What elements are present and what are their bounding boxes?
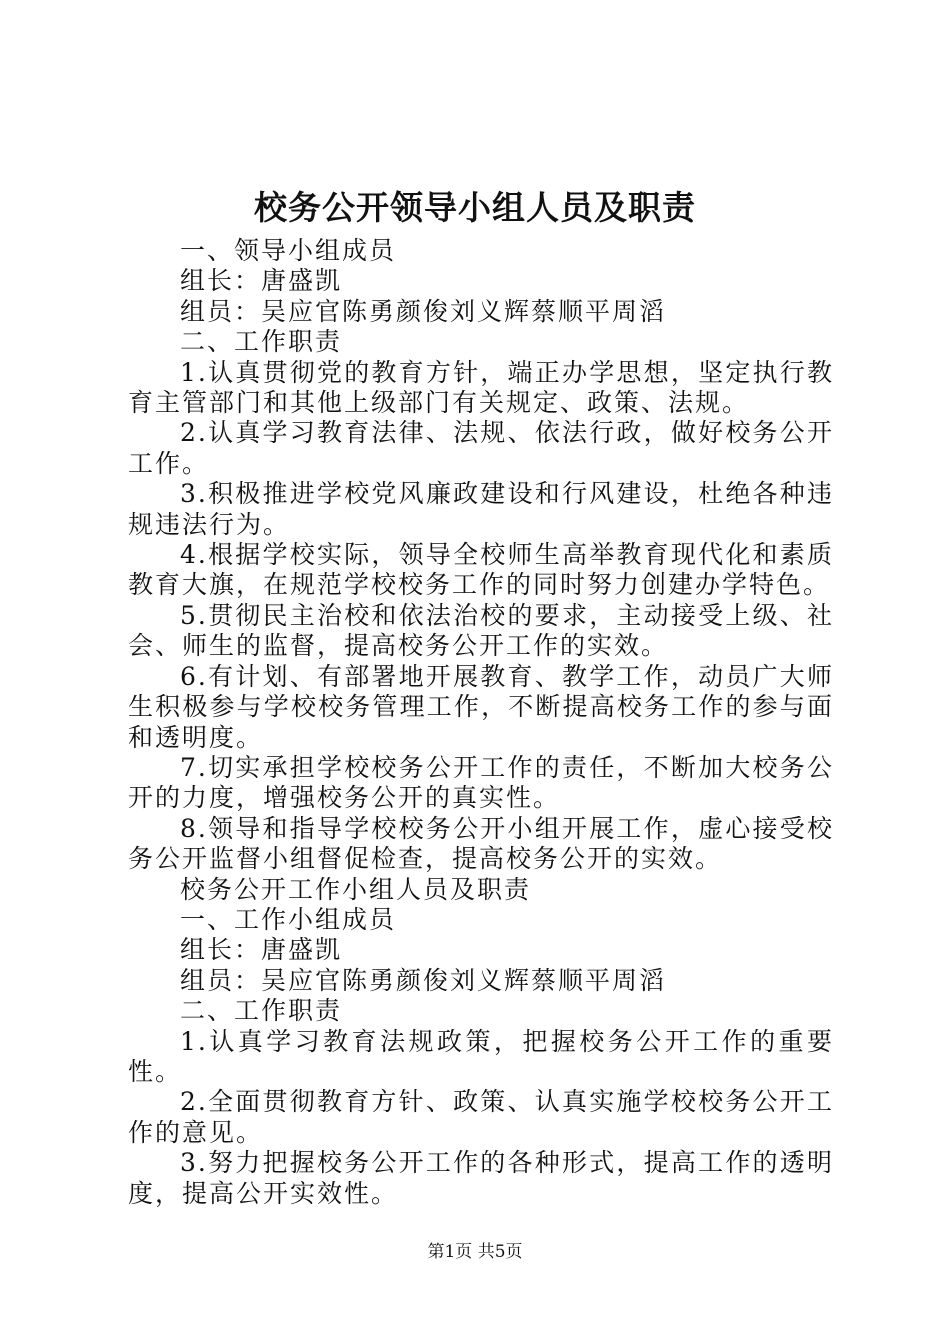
section-heading: 二、工作职责 — [180, 996, 343, 1026]
leader-line: 组长：唐盛凯 — [180, 935, 343, 965]
duty-item: 1.认真学习教育法规政策，把握校务公开工作的重要性。 — [128, 1026, 834, 1086]
leader-line: 组长：唐盛凯 — [180, 266, 343, 296]
duty-item: 3.努力把握校务公开工作的各种形式，提高工作的透明度，提高公开实效性。 — [128, 1148, 834, 1208]
members-line: 组员：吴应官陈勇颜俊刘义辉蔡顺平周滔 — [180, 296, 667, 326]
duty-item: 7.切实承担学校校务公开工作的责任，不断加大校务公开的力度，增强校务公开的真实性。 — [128, 752, 834, 813]
section-heading: 二、工作职责 — [180, 327, 343, 357]
duty-item: 1.认真贯彻党的教育方针，端正办学思想，坚定执行教育主管部门和其他上级部门有关规定、政策、法规。 — [128, 357, 834, 418]
document-title: 校务公开领导小组人员及职责 — [254, 188, 696, 227]
section-heading: 一、领导小组成员 — [180, 236, 397, 265]
document-body — [128, 236, 834, 1209]
page-footer: 第1页 共5页 — [427, 1242, 523, 1262]
duty-item: 3.积极推进学校党风廉政建设和行风建设，杜绝各种违规违法行为。 — [128, 479, 834, 539]
duty-item: 5.贯彻民主治校和依法治校的要求，主动接受上级、社会、师生的监督，提高校务公开工作的实效。 — [128, 600, 834, 661]
duty-item: 8.领导和指导学校校务公开小组开展工作，虚心接受校务公开监督小组督促检查，提高校务公开的实效。 — [128, 813, 834, 874]
section-heading: 一、工作小组成员 — [180, 904, 397, 934]
members-line: 组员：吴应官陈勇颜俊刘义辉蔡顺平周滔 — [180, 965, 667, 995]
duty-item: 6.有计划、有部署地开展教育、教学工作，动员广大师生积极参与学校校务管理工作，不断提高校务工作的参与面和透明度。 — [128, 661, 834, 752]
duty-item: 2.认真学习教育法律、法规、依法行政，做好校务公开工作。 — [128, 418, 834, 478]
subsection-title: 校务公开工作小组人员及职责 — [180, 874, 532, 904]
duty-item: 2.全面贯彻教育方针、政策、认真实施学校校务公开工作的意见。 — [128, 1087, 834, 1147]
duty-item: 4.根据学校实际，领导全校师生高举教育现代化和素质教育大旗，在规范学校校务工作的同时努力创建办学特色。 — [128, 540, 834, 600]
